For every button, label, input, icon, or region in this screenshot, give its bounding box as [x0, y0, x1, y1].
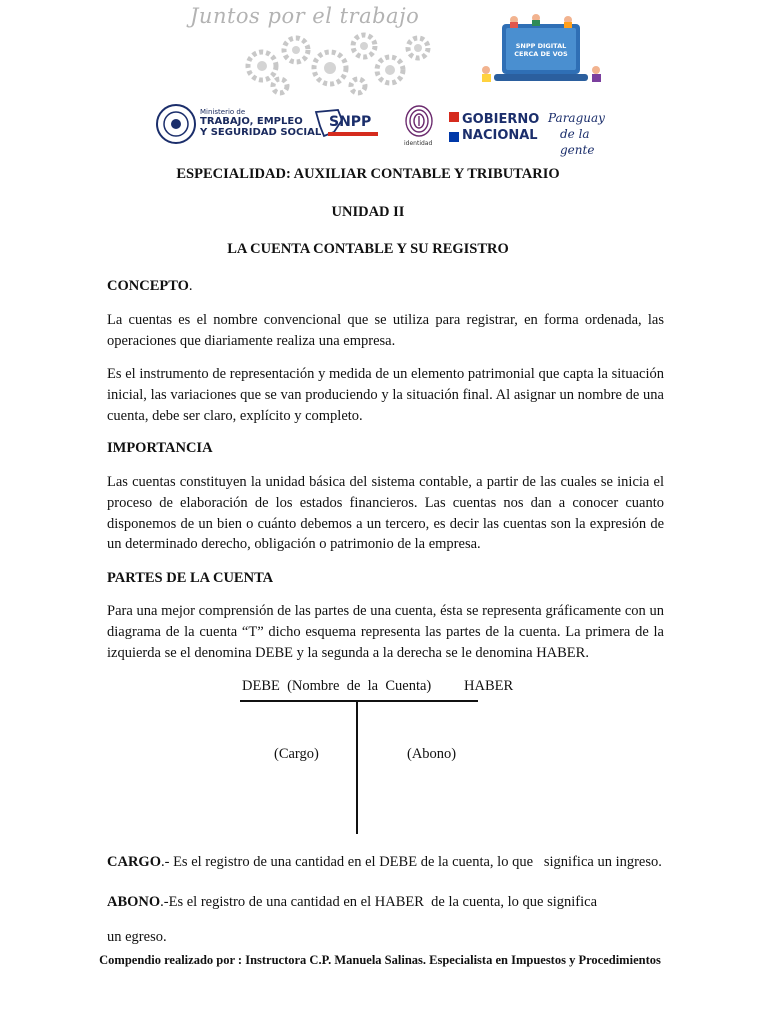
cargo-term: CARGO [107, 854, 161, 870]
gobierno-line-2: NACIONAL [462, 128, 538, 143]
paraguay-de-la-gente-logo [548, 110, 616, 158]
document-footer: Compendio realizado por : Instructora C.P. Manuela Salinas. Especialista en Impuestos y Procedimientos [99, 953, 661, 967]
abono-definition [107, 892, 664, 913]
t-account-right-label: (Abono) [407, 746, 457, 762]
importance-heading: IMPORTANCIA [107, 440, 213, 456]
snpp-digital-laptop-graphic [478, 12, 604, 94]
laptop-line-1: SNPP DIGITAL [515, 42, 567, 50]
abono-term: ABONO [107, 894, 161, 910]
t-account-header-right: HABER [464, 678, 514, 694]
unit-title: UNIDAD II [331, 204, 405, 220]
t-account-horizontal-line [240, 700, 478, 702]
cargo-definition [107, 853, 664, 871]
institutional-logos [156, 102, 616, 157]
concept-paragraph-2: Es el instrumento de representación y medida de un elemento patrimonial que capta la situación inicial, las variaciones que se van produciendo y la situación final. Al asignar un nombre de una cuenta, debe ser claro, explícito y completo. [107, 366, 664, 424]
abono-continuation: un egreso. [107, 929, 167, 945]
laptop-screen-text [508, 42, 574, 58]
parts-paragraph: Para una mejor comprensión de las partes de una cuenta, ésta se representa gráficamente con un diagrama de la cuenta “T” dicho esquema representa las partes de la cuenta. La primera de la izquierda se el denomina DEBE y la segunda a la derecha se le denomina HABER. [107, 603, 664, 661]
importance-paragraph: Las cuentas constituyen la unidad básica del sistema contable, a partir de las cuales se inicia el proceso de elaboración de los estados financieros. Las cuentas nos dan a conocer cuanto disponemos de un bien o cuánto debemos a un tercero, es decir las cuentas son la expresión de un determinado derecho, obligación o patrimonio de la empresa. [107, 474, 664, 553]
gobierno-nacional-logo [462, 112, 539, 144]
specialty-title: ESPECIALIDAD: AUXILIAR CONTABLE Y TRIBUTARIO [176, 166, 560, 182]
abono-definition-text: .-Es el registro de una cantidad en el HABER de la cuenta, lo que significa [160, 894, 598, 910]
identidad-label: identidad [404, 140, 433, 147]
parts-heading: PARTES DE LA CUENTA [107, 570, 274, 586]
laptop-line-2: CERCA DE VOS [514, 50, 568, 58]
cargo-definition-text: .- Es el registro de una cantidad en el DEBE de la cuenta, lo que significa un ingreso. [160, 854, 662, 870]
t-account-vertical-line [356, 700, 358, 834]
paraguay-line-2: de la gente [560, 127, 595, 157]
snpp-logo-text: SNPP [329, 114, 372, 130]
paraguay-seal-icon [156, 104, 196, 144]
ministry-logo-text [200, 116, 321, 138]
slogan-logo: Juntos por el trabajo [190, 4, 420, 28]
t-account-left-label: (Cargo) [274, 746, 319, 762]
ministry-line-1: TRABAJO, EMPLEO [200, 116, 303, 127]
fingerprint-icon [404, 104, 434, 138]
concept-heading-text: CONCEPTO [107, 278, 189, 294]
gears-illustration [240, 26, 436, 96]
paraguay-line-1: Paraguay [548, 111, 605, 125]
t-account-header-left: DEBE (Nombre de la Cuenta) [242, 678, 432, 694]
document-title: LA CUENTA CONTABLE Y SU REGISTRO [227, 241, 509, 257]
ministry-small-label: Ministerio de [200, 108, 246, 116]
gobierno-line-1: GOBIERNO [462, 112, 540, 127]
concept-heading [107, 278, 193, 295]
concept-heading-dot: . [188, 278, 193, 294]
ministry-line-2: Y SEGURIDAD SOCIAL [200, 127, 322, 138]
concept-paragraph-1: La cuentas es el nombre convencional que se utiliza para registrar, en forma ordenada, las operaciones que diariamente realiza una empresa. [107, 312, 664, 349]
flag-icon [449, 112, 459, 142]
